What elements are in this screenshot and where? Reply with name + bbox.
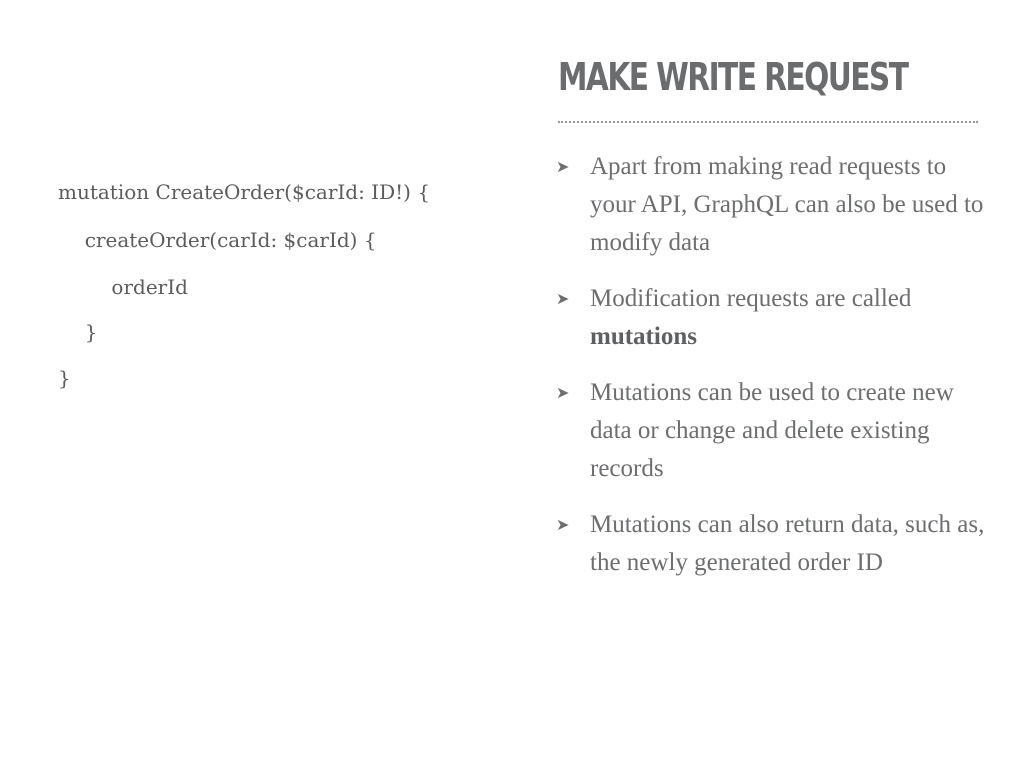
code-line: createOrder(carId: $carId) { (72, 228, 377, 252)
arrow-bullet-icon: ➤ (556, 157, 570, 176)
bullet-text: Apart from making read requests to your API, GraphQL can also be used to modify data (590, 153, 984, 256)
bullet-item (556, 506, 996, 582)
bullet-text (590, 285, 911, 350)
code-line: } (58, 366, 71, 390)
slide-title: MAKE WRITE REQUEST (558, 55, 908, 99)
bullet-bold-term: mutations (590, 323, 697, 350)
bullet-text: Mutations can be used to create new data or change and delete existing records (590, 379, 954, 482)
bullet-item (556, 148, 996, 262)
arrow-bullet-icon: ➤ (556, 289, 570, 308)
code-line: } (72, 320, 98, 344)
arrow-bullet-icon: ➤ (556, 515, 570, 534)
code-block (58, 172, 431, 390)
bullet-item (556, 280, 996, 356)
bullet-item (556, 374, 996, 488)
title-divider (558, 121, 978, 123)
bullet-text: Mutations can also return data, such as, the newly generated order ID (590, 511, 985, 576)
bullet-list (556, 148, 996, 600)
code-line: mutation CreateOrder($carId: ID!) { (58, 180, 431, 204)
code-line: orderId (86, 275, 188, 299)
arrow-bullet-icon: ➤ (556, 383, 570, 402)
bullet-text-part: Modification requests are called (590, 285, 912, 312)
